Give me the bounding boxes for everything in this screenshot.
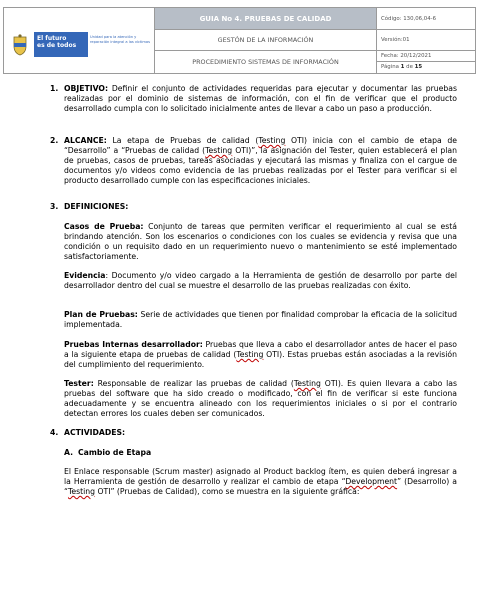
definition-4-term: Pruebas Internas desarrollador: xyxy=(64,340,203,349)
page-current: 1 xyxy=(400,64,405,70)
actividades-text-3: OTI” (Pruebas de Calidad), como se muestra en la siguiente gráfica: xyxy=(95,487,360,496)
section-4-label: ACTIVIDADES: xyxy=(64,428,126,437)
cambio-de-etapa-text xyxy=(64,467,457,497)
section-2-label: ALCANCE: xyxy=(64,136,107,145)
alcance-word-1: Testing xyxy=(258,136,286,145)
definition-4-word: Testing xyxy=(236,350,264,359)
section-2-number: 2. xyxy=(50,136,59,145)
alcance-text-2: OTI) inicia con el cambio de etapa de “Desarrollo” a “Pruebas de calidad ( xyxy=(64,136,457,155)
logo-badge xyxy=(34,32,88,57)
alcance-text-3: OTI)”, la asignación del Tester, quien establecerá el plan de pruebas, casos de pruebas, tareas asociadas y ejecutará las mismas y finaliza con el cargue de documentos y/o videos como evidencia de las pruebas realizadas por el Tester para verificar si el producto desarrollado cumple con las especificaciones iniciales. xyxy=(64,146,457,185)
actividades-text-1: El Enlace responsable (Scrum master) asignado al Product backlog ítem, es quien deberá ingresar a la Herramienta de gestión de desarrollo y realizar el cambio de etapa “ xyxy=(64,467,457,486)
subsection-a-number: A. xyxy=(64,448,74,457)
definition-5-word: Testing xyxy=(293,379,321,388)
section-objetivo xyxy=(64,84,457,114)
page-total: 15 xyxy=(414,64,423,70)
document-header xyxy=(3,7,476,74)
page-indicator xyxy=(377,62,475,73)
definition-2-term: Evidencia xyxy=(64,271,106,280)
definition-pruebas-internas xyxy=(64,340,457,370)
definition-tester xyxy=(64,379,457,419)
actividades-text-2: ” (Desarrollo) a “ xyxy=(64,477,457,496)
definition-5-term: Tester: xyxy=(64,379,94,388)
definition-plan-de-pruebas xyxy=(64,310,457,330)
page-prefix: Página xyxy=(381,64,401,70)
definition-3-text: Serie de actividades que tienen por finalidad comprobar la eficacia de la solicitud implementada. xyxy=(64,310,458,329)
actividades-word-1: Development xyxy=(345,477,398,486)
procedure-name: PROCEDIMIENTO SISTEMAS DE INFORMACIÓN xyxy=(192,58,339,66)
section-4-number: 4. xyxy=(50,428,59,437)
page-mid: de xyxy=(404,64,415,70)
alcance-text-1: La etapa de Pruebas de calidad ( xyxy=(106,136,259,145)
document-code: Código: 130,06,04-6 xyxy=(377,8,475,30)
section-3-number: 3. xyxy=(50,202,59,211)
actividades-word-2: Testing xyxy=(67,487,96,496)
definition-1-term: Casos de Prueba: xyxy=(64,222,144,231)
definition-1-text: Conjunto de tareas que permiten verificar el requerimiento al cual se está brindando atención. Son los escenarios o condiciones con los cuales se evidencia y revisa que una condición o un requisito dado en un requerimiento nuevo o mantenimiento se esté implementado satisfactoriamente. xyxy=(64,222,457,261)
logo-line2: es de todos xyxy=(37,42,77,49)
section-1-text: Definir el conjunto de actividades requeridas para ejecutar y documentar las pruebas realizadas por el dominio de sistemas de información, con el fin de verificar que el producto desarrollado cumpla con lo solicitado inicialmente antes de llevar a cabo un paso a producción. xyxy=(64,84,457,113)
alcance-word-2: Testing xyxy=(205,146,233,155)
definition-evidencia xyxy=(64,271,457,291)
definition-2-text: : Documento y/o video cargado a la Herramienta de gestión de desarrollo por parte del desarrollador dentro del cual se muestre el desarrollo de las pruebas realizadas con éxito. xyxy=(64,271,457,290)
section-alcance xyxy=(64,136,457,186)
section-3-label: DEFINICIONES: xyxy=(64,202,129,211)
logo-line1: El futuro xyxy=(37,35,67,42)
coat-of-arms-icon xyxy=(11,34,29,56)
definition-4-text-2: OTI). Estas pruebas están asociadas a la revisión del cumplimiento del requerimiento. xyxy=(64,350,457,369)
logo-subtitle: Unidad para la atención y reparación integral a las víctimas xyxy=(90,35,151,44)
logo-cell xyxy=(4,8,155,73)
document-title: GUIA No 4. PRUEBAS DE CALIDAD xyxy=(155,8,376,30)
definition-4-text-1: Pruebas que lleva a cabo el desarrollador antes de hacer el paso a la siguiente etapa de pruebas de calidad ( xyxy=(64,340,457,359)
area-name: GESTÓN DE LA INFORMACIÓN xyxy=(155,30,376,51)
definition-5-text-1: Responsable de realizar las pruebas de calidad ( xyxy=(93,379,294,388)
definition-3-term: Plan de Pruebas: xyxy=(64,310,138,319)
definition-casos-de-prueba xyxy=(64,222,457,262)
document-date: Fecha: 20/12/2021 xyxy=(377,51,475,62)
section-1-number: 1. xyxy=(50,84,59,93)
definition-5-text-2: OTI). Es quien llevara a cabo las pruebas del software que ha sido creado o modificado, con el fin de verificar si este funciona adecuadamente y se encuentra alineado con los requerimientos iniciales o si por el contrario detectan errores los cuales deben ser comunicados. xyxy=(64,379,457,418)
subsection-a-label: Cambio de Etapa xyxy=(78,448,152,457)
document-version: Versión:01 xyxy=(377,30,475,51)
section-1-label: OBJETIVO: xyxy=(64,84,109,93)
